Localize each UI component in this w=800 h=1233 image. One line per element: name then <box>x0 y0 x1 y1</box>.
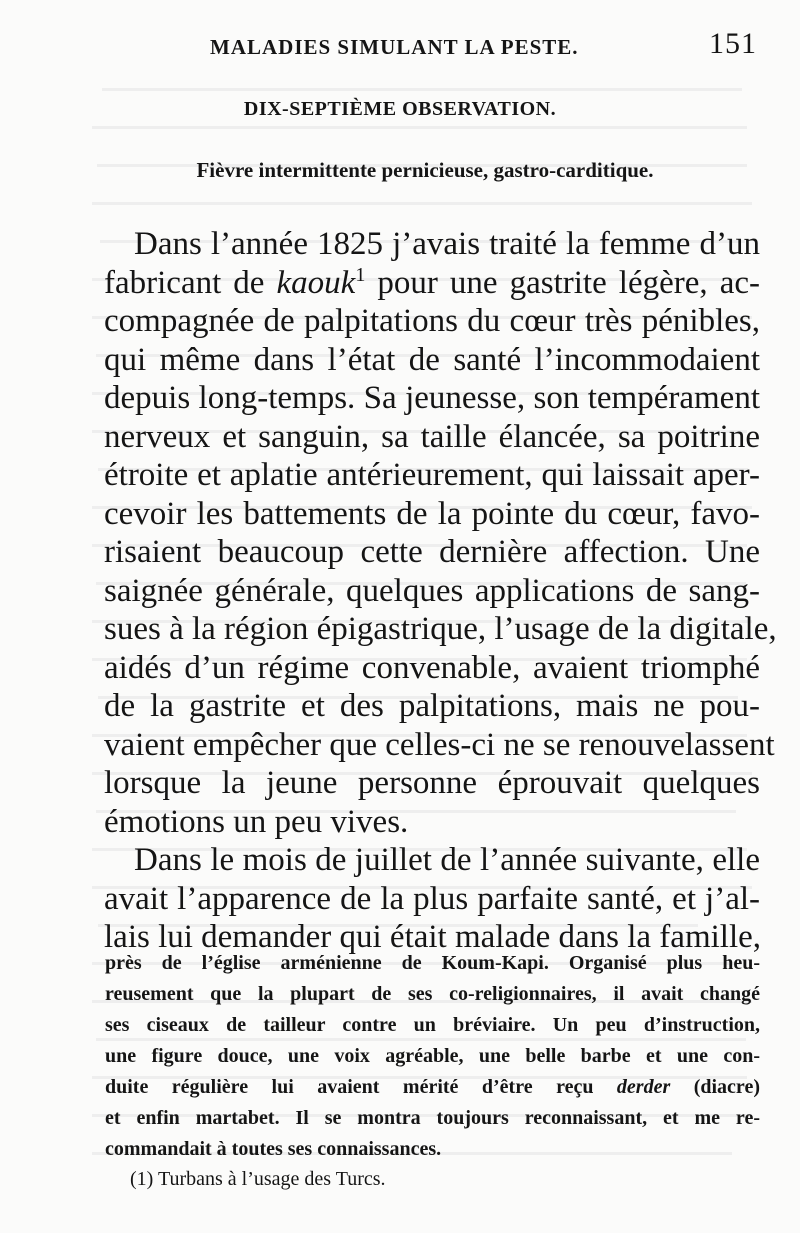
italic-word: derder <box>616 1076 671 1098</box>
footnote-line: près de l’église arménienne de Koum-Kapi. Organisé plus heu- <box>105 952 760 974</box>
text-line: Dans l’année 1825 j’avais traité la femme d’un <box>134 226 760 262</box>
footnote-line: une figure douce, une voix agréable, une belle barbe et une con- <box>105 1045 760 1067</box>
running-head: MALADIES SIMULANT LA PESTE. <box>210 35 579 59</box>
text-line: depuis long-temps. Sa jeunesse, son tempérament <box>104 380 760 416</box>
text-run: fabricant de <box>104 264 277 301</box>
footnote-1: (1) Turbans à l’usage des Turcs. <box>130 1168 386 1190</box>
text-line: risaient beaucoup cette dernière affection. Une <box>104 534 760 570</box>
observation-title: DIX-SEPTIÈME OBSERVATION. <box>243 98 557 120</box>
footnote-line <box>105 1072 760 1103</box>
text-run: pour une gastrite légère, ac- <box>365 264 760 301</box>
text-line: émotions un peu vives. <box>104 803 409 840</box>
body-text <box>104 225 777 957</box>
text-line: étroite et aplatie antérieurement, qui laissait aper- <box>104 457 760 493</box>
italic-word: kaouk <box>276 264 356 301</box>
text-run: (diacre) <box>670 1076 760 1098</box>
text-line: nerveux et sanguin, sa taille élancée, sa poitrine <box>104 418 760 455</box>
footnote-line: et enfin martabet. Il se montra toujours reconnaissant, et me re- <box>105 1107 760 1129</box>
text-line: lais lui demander qui était malade dans la famille, <box>104 919 762 955</box>
text-line: avait l’apparence de la plus parfaite santé, et j’al- <box>104 880 760 917</box>
text-line: lorsque la jeune personne éprouvait quelques <box>104 765 760 801</box>
footnote-continued <box>105 948 760 1165</box>
text-line: aidés d’un régime convenable, avaient triomphé <box>104 649 760 686</box>
footnote-line: ses ciseaux de tailleur contre un bréviaire. Un peu d’instruction, <box>105 1014 760 1036</box>
page-number: 151 <box>709 27 757 60</box>
page-header <box>112 27 757 63</box>
text-line: vaient empêcher que celles-ci ne se renouvelassent <box>104 726 775 763</box>
observation-subtitle: Fièvre intermittente pernicieuse, gastro-carditique. <box>196 158 654 182</box>
text-line: compagnée de palpitations du cœur très pénibles, <box>104 303 760 339</box>
text-line: qui même dans l’état de santé l’incommodaient <box>104 341 760 378</box>
text-line: Dans le mois de juillet de l’année suivante, elle <box>134 842 760 878</box>
text-line: sues à la région épigastrique, l’usage de la digitale, <box>104 611 777 647</box>
text-line: cevoir les battements de la pointe du cœur, favo- <box>104 495 760 532</box>
footnote-line: commandait à toutes ses connaissances. <box>105 1138 442 1160</box>
footnote-marker: 1 <box>355 263 366 286</box>
text-line <box>104 264 760 303</box>
footnote-line: reusement que la plupart de ses co-religionnaires, il avait changé <box>105 983 760 1005</box>
text-line: saignée générale, quelques applications de sang- <box>104 572 760 609</box>
text-line: de la gastrite et des palpitations, mais ne pou- <box>104 688 760 724</box>
text-run: duite régulière lui avaient mérité d’être reçu <box>105 1076 617 1098</box>
